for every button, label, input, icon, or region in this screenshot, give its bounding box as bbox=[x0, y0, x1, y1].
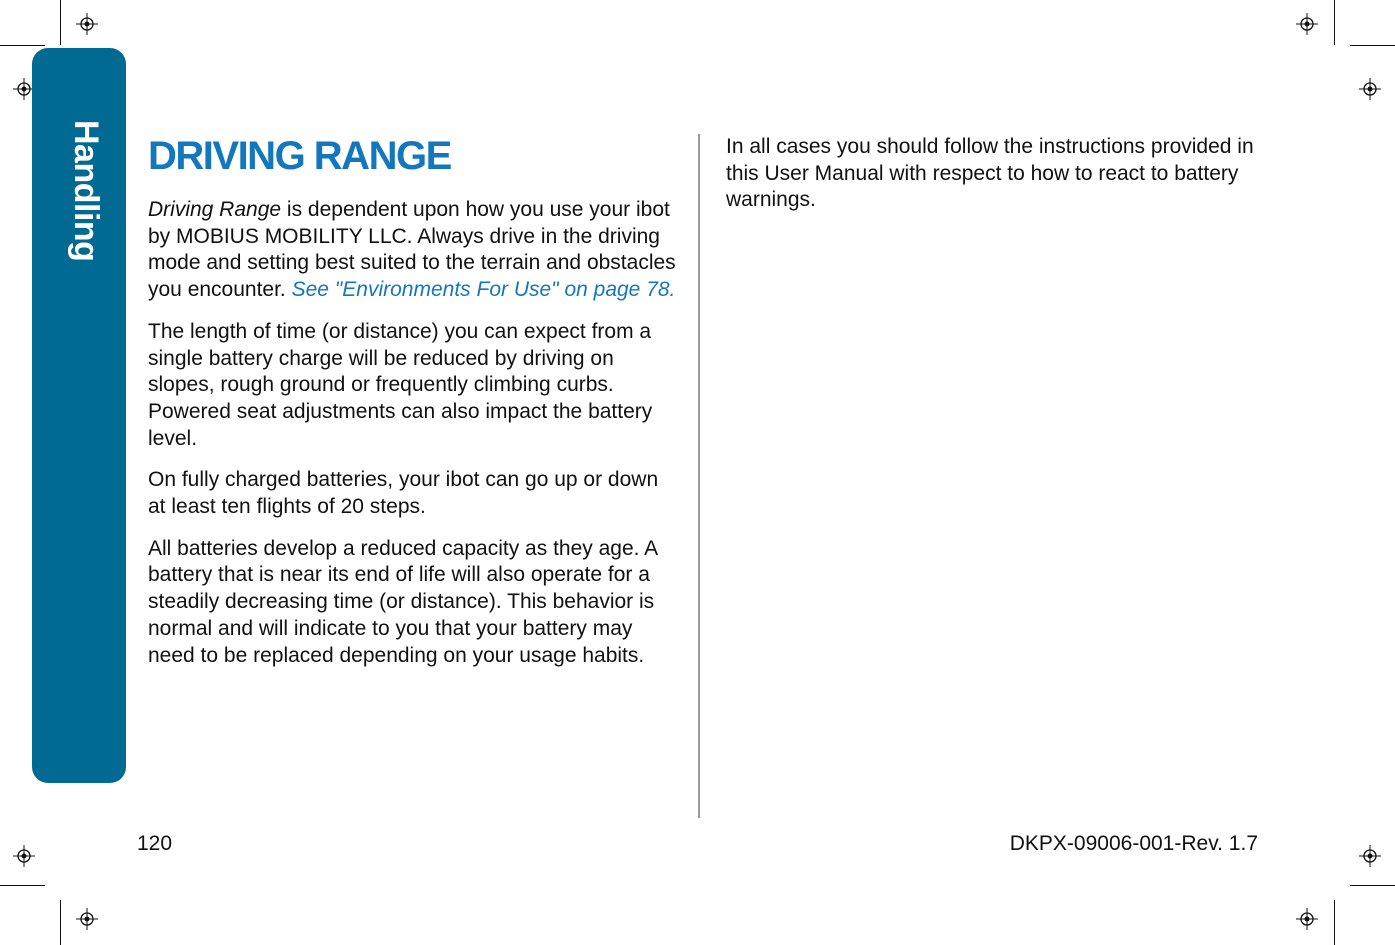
page-title: DRIVING RANGE bbox=[148, 134, 451, 178]
paragraph-text: is dependent upon how you use your ibot by MOBIUS MOBILITY LLC. Always drive in the driving mode and setting best suited to the terrain and obstacles you encounter. bbox=[148, 198, 676, 302]
crop-mark bbox=[1334, 0, 1335, 45]
paragraph-driving-range bbox=[148, 197, 678, 304]
crop-mark bbox=[0, 885, 45, 886]
paragraph-battery-age: All batteries develop a reduced capacity as they age. A battery that is near its end of life will also operate for a steadily decreasing time (or distance). This behavior is normal and will indicate to you that your battery may need to be replaced depending on your usage habits. bbox=[148, 536, 657, 667]
registration-target-icon bbox=[13, 845, 35, 867]
column-divider bbox=[698, 134, 700, 818]
crop-mark bbox=[0, 45, 45, 46]
registration-target-icon bbox=[76, 908, 98, 930]
crop-mark bbox=[60, 900, 61, 945]
page-number: 120 bbox=[137, 832, 173, 855]
left-column bbox=[148, 197, 678, 684]
section-tab-label: Handling bbox=[67, 120, 105, 262]
registration-target-icon bbox=[76, 13, 98, 35]
cross-reference-link[interactable]: See "Environments For Use" on page 78. bbox=[291, 278, 676, 302]
crop-mark bbox=[60, 0, 61, 45]
crop-mark bbox=[1350, 45, 1395, 46]
registration-target-icon bbox=[1296, 13, 1318, 35]
paragraph-instructions: In all cases you should follow the instructions provided in this User Manual with respect to how to react to battery warnings. bbox=[726, 135, 1254, 212]
crop-mark bbox=[1350, 885, 1395, 886]
paragraph-steps: On fully charged batteries, your ibot can go up or down at least ten flights of 20 steps. bbox=[148, 468, 659, 519]
registration-target-icon bbox=[1359, 78, 1381, 100]
crop-mark bbox=[1334, 900, 1335, 945]
right-column bbox=[726, 134, 1266, 214]
document-id: DKPX-09006-001-Rev. 1.7 bbox=[1009, 832, 1258, 855]
registration-target-icon bbox=[1359, 845, 1381, 867]
registration-target-icon bbox=[1296, 908, 1318, 930]
term-driving-range: Driving Range bbox=[148, 198, 282, 221]
paragraph-battery-time: The length of time (or distance) you can expect from a single battery charge will be reduced by driving on slopes, rough ground or frequently climbing curbs. Powered seat adjustments can also impact the battery level. bbox=[148, 319, 653, 450]
